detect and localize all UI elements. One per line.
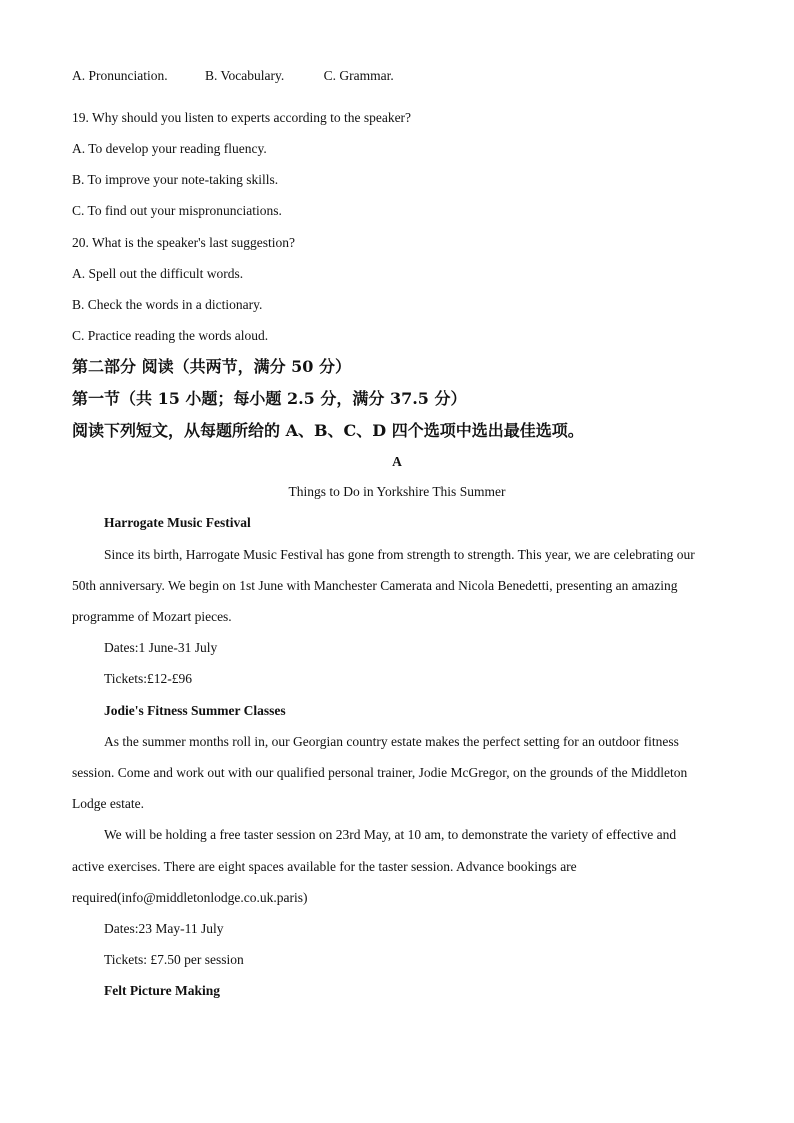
part-title: 第二部分 阅读（共两节，满分 50 分）	[72, 357, 351, 376]
harrogate-dates: Dates:1 June-31 July	[104, 640, 218, 655]
instruction: 阅读下列短文，从每题所给的 A、B、C、D 四个选项中选出最佳选项。	[72, 421, 584, 440]
harrogate-para-line-3: programme of Mozart pieces.	[72, 609, 232, 624]
harrogate-para-line-1: Since its birth, Harrogate Music Festival has gone from strength to strength. This year, we are celebrating our	[104, 547, 695, 562]
q18-option-a: A. Pronunciation.	[72, 68, 168, 83]
q19-option-c: C. To find out your mispronunciations.	[72, 203, 282, 218]
jodie-para1-line-3: Lodge estate.	[72, 796, 144, 811]
q18-option-b: B. Vocabulary.	[205, 68, 285, 83]
q18-option-c: C. Grammar.	[323, 68, 394, 83]
jodie-para1-line-2: session. Come and work out with our qualified personal trainer, Jodie McGregor, on the grounds of the Middleton	[72, 765, 688, 780]
q19-option-b: B. To improve your note-taking skills.	[72, 172, 279, 187]
q19-question: 19. Why should you listen to experts according to the speaker?	[72, 110, 412, 125]
q18-options	[72, 67, 394, 85]
q20-option-b: B. Check the words in a dictionary.	[72, 297, 263, 312]
jodie-dates: Dates:23 May-11 July	[104, 921, 224, 936]
jodie-para1-line-1: As the summer months roll in, our Georgian country estate makes the perfect setting for an outdoor fitness	[104, 734, 679, 749]
harrogate-para-line-2: 50th anniversary. We begin on 1st June with Manchester Camerata and Nicola Benedetti, presenting an amazing	[72, 578, 678, 593]
jodie-heading: Jodie's Fitness Summer Classes	[104, 703, 286, 718]
q20-option-a: A. Spell out the difficult words.	[72, 266, 244, 281]
jodie-para2-line-3: required(info@middletonlodge.co.uk.paris)	[72, 890, 308, 905]
passage-letter: A	[392, 454, 402, 469]
jodie-para2-line-1: We will be holding a free taster session on 23rd May, at 10 am, to demonstrate the variety of effective and	[104, 827, 677, 842]
harrogate-heading: Harrogate Music Festival	[104, 515, 251, 530]
jodie-tickets: Tickets: £7.50 per session	[104, 952, 244, 967]
harrogate-tickets: Tickets:£12-£96	[104, 671, 193, 686]
subsection-title: 第一节（共 15 小题；每小题 2.5 分，满分 37.5 分）	[72, 389, 467, 408]
passage-title: Things to Do in Yorkshire This Summer	[288, 484, 506, 499]
felt-heading: Felt Picture Making	[104, 983, 220, 998]
q19-option-a: A. To develop your reading fluency.	[72, 141, 267, 156]
jodie-para2-line-2: active exercises. There are eight spaces available for the taster session. Advance bookings are	[72, 859, 577, 874]
q20-question: 20. What is the speaker's last suggestion?	[72, 235, 296, 250]
q20-option-c: C. Practice reading the words aloud.	[72, 328, 269, 343]
